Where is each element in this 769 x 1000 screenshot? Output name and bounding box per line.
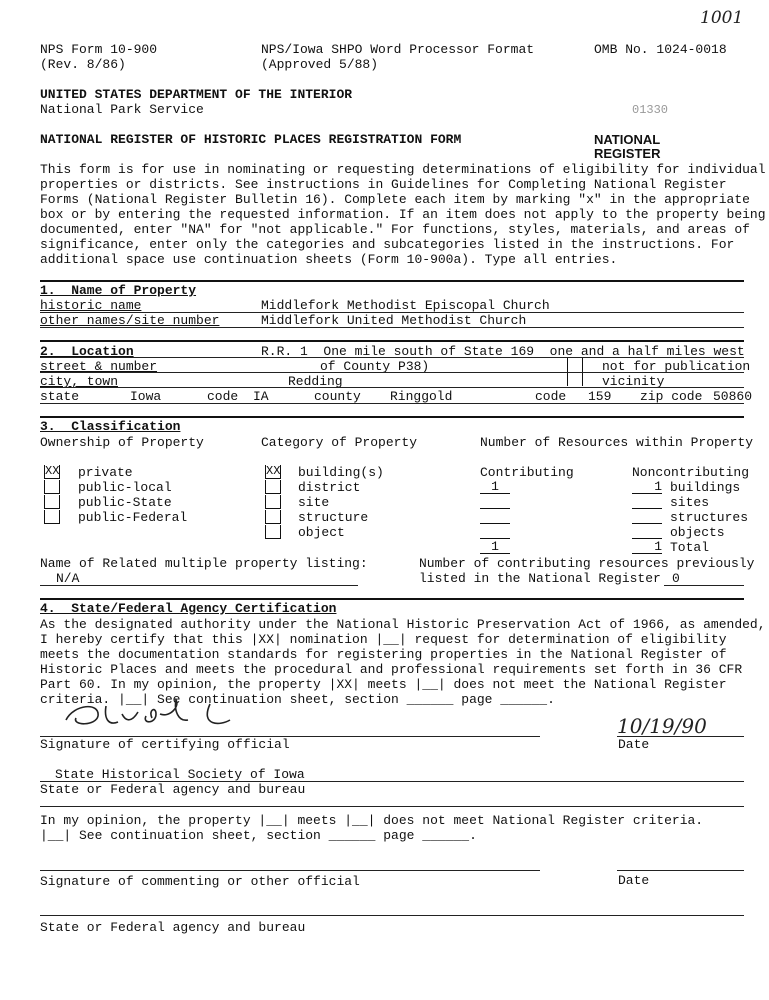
historic-name-value: Middlefork Methodist Episcopal Church [261,298,550,313]
agency-value: State Historical Society of Iowa [55,767,305,782]
category-object-label: object [298,525,345,540]
ownership-private-checkbox[interactable]: XX [45,464,60,478]
zip-code-value: 50860 [713,389,753,404]
category-building-checkbox[interactable]: XX [266,464,281,478]
contributing-heading: Contributing [480,465,574,480]
street-label: street & number [40,359,158,374]
ownership-public-state-checkbox[interactable] [44,495,60,509]
category-site-checkbox[interactable] [265,495,281,509]
agency-label: State or Federal agency and bureau [40,782,306,797]
vicinity-label: vicinity [602,374,665,389]
certification-date-label: Date [618,737,650,752]
previously-listed-label-1: Number of contributing resources previously [419,556,755,571]
field-rule [40,372,744,373]
intro-line: additional space use continuation sheets (Form 10-900a). Type all entries. [40,252,618,267]
section-3-heading: 3. Classification [40,419,181,434]
certifying-signature [60,696,260,736]
intro-line: significance, enter only the categories and subcategories listed in the instructions. For [40,237,735,252]
sites-label: sites [670,495,710,510]
street-value-line1: R.R. 1 One mile south of State 169 one and a half miles west [261,344,745,359]
certification-line: I hereby certify that this |XX| nomination |__| request for determination of eligibility [40,632,727,647]
state-code-label: code [207,389,239,404]
category-structure-label: structure [298,510,369,525]
field-rule [40,403,744,404]
category-site-label: site [298,495,330,510]
section-4-heading: 4. State/Federal Agency Certification [40,601,337,616]
city-value: Redding [288,374,343,389]
certification-line: meets the documentation standards for registering properties in the National Register of [40,647,727,662]
noncontributing-buildings-count: 1 [632,480,662,494]
noncontributing-heading: Noncontributing [632,465,750,480]
stamp-line-national: NATIONAL [594,132,661,147]
ownership-private-label: private [78,465,133,480]
intro-line: Forms (National Register Bulletin 16). Complete each item by marking "x" in the appropriate [40,192,750,207]
field-rule [664,585,744,586]
date-rule [617,870,744,871]
service-name: National Park Service [40,102,204,117]
state-value: Iowa [130,389,162,404]
format-label: NPS/Iowa SHPO Word Processor Format [261,42,535,57]
intro-line: This form is for use in nominating or requesting determinations of eligibility for individual [40,162,766,177]
category-structure-checkbox[interactable] [265,510,281,524]
section-2-heading: 2. Location [40,344,134,359]
corner-handwritten-note: 1001 [700,8,744,28]
category-district-label: district [298,480,361,495]
county-label: county [314,389,361,404]
form-title: NATIONAL REGISTER OF HISTORIC PLACES REGISTRATION FORM [40,132,462,147]
certification-line: criteria. |__| See continuation sheet, section ______ page ______. [40,692,555,707]
omb-number: OMB No. 1024-0018 [594,42,727,57]
category-heading: Category of Property [261,435,418,450]
signature-text: David L [160,732,164,733]
street-value-line2: of County P38) [320,359,430,374]
commenting-agency-label: State or Federal agency and bureau [40,920,306,935]
resources-heading: Number of Resources within Property [480,435,754,450]
state-label: state [40,389,80,404]
section-divider [40,598,744,600]
ownership-public-federal-checkbox[interactable] [44,510,60,524]
ownership-public-local-checkbox[interactable] [44,480,60,494]
related-listing-label: Name of Related multiple property listing: [40,556,368,571]
intro-line: box or by entering the requested information. If an item does not apply to the property being [40,207,766,222]
signature-rule [40,870,540,871]
county-code-value: 159 [588,389,612,404]
field-rule [40,915,744,916]
noncontributing-total-count: 1 [632,540,662,554]
category-district-checkbox[interactable] [265,480,281,494]
noncontributing-structures-count [632,510,662,524]
certification-line: As the designated authority under the National Historic Preservation Act of 1966, as amended, [40,617,766,632]
stamp-line-register: REGISTER [594,146,661,161]
ownership-heading: Ownership of Property [40,435,204,450]
contributing-structures-count [480,510,510,524]
field-rule [40,585,358,586]
form-revision: (Rev. 8/86) [40,57,126,72]
receipt-stamp-number: 01330 [632,103,669,117]
commenting-date-label: Date [618,873,650,888]
opinion-line-2: |__| See continuation sheet, section ______ page ______. [40,828,477,843]
field-rule [40,806,744,807]
certification-line: Historic Places and meets the procedural and professional requirements set forth in 36 CFR [40,662,743,677]
department-title: UNITED STATES DEPARTMENT OF THE INTERIOR [40,87,353,102]
state-code-value: IA [253,389,269,404]
field-rule [40,327,744,328]
contributing-total-count: 1 [480,540,510,554]
ownership-public-state-label: public-State [78,495,172,510]
city-label: city, town [40,374,119,389]
total-label: Total [670,540,710,555]
previously-listed-value: 0 [672,571,680,586]
approval-date: (Approved 5/88) [261,57,379,72]
section-divider [40,280,744,282]
ownership-public-federal-label: public-Federal [78,510,188,525]
section-divider [40,340,744,342]
contributing-buildings-count: 1 [480,480,510,494]
other-names-label: other names/site number [40,313,220,328]
certification-date-value: 10/19/90 [617,714,707,738]
field-rule [40,357,744,358]
commenting-signature-label: Signature of commenting or other official [40,874,360,889]
not-for-publication-label: not for publication [602,359,751,374]
national-register-stamp [594,133,660,161]
related-listing-value: N/A [56,571,80,586]
contributing-objects-count [480,525,510,539]
noncontributing-objects-count [632,525,662,539]
noncontributing-sites-count [632,495,662,509]
intro-line: properties or districts. See instructions in Guidelines for Completing National Register [40,177,727,192]
zip-code-label: zip code [640,389,703,404]
county-code-label: code [535,389,567,404]
opinion-line-1: In my opinion, the property |__| meets |__| does not meet National Register criteria. [40,813,704,828]
buildings-label: buildings [670,480,741,495]
county-value: Ringgold [390,389,453,404]
field-rule [40,387,744,388]
section-divider [40,416,744,418]
historic-name-label: historic name [40,298,142,313]
contributing-sites-count [480,495,510,509]
intro-line: documented, enter "NA" for "not applicable." For functions, styles, materials, and areas of [40,222,750,237]
ownership-public-local-label: public-local [78,480,172,495]
structures-label: structures [670,510,749,525]
category-object-checkbox[interactable] [265,525,281,539]
certification-line: Part 60. In my opinion, the property |XX| meets |__| does not meet the National Register [40,677,727,692]
form-number: NPS Form 10-900 [40,42,158,57]
certifying-signature-label: Signature of certifying official [40,737,290,752]
objects-label: objects [670,525,725,540]
previously-listed-label-2: listed in the National Register [419,571,661,586]
category-building-label: building(s) [298,465,384,480]
other-names-value: Middlefork United Methodist Church [261,313,527,328]
section-1-heading: 1. Name of Property [40,283,197,298]
